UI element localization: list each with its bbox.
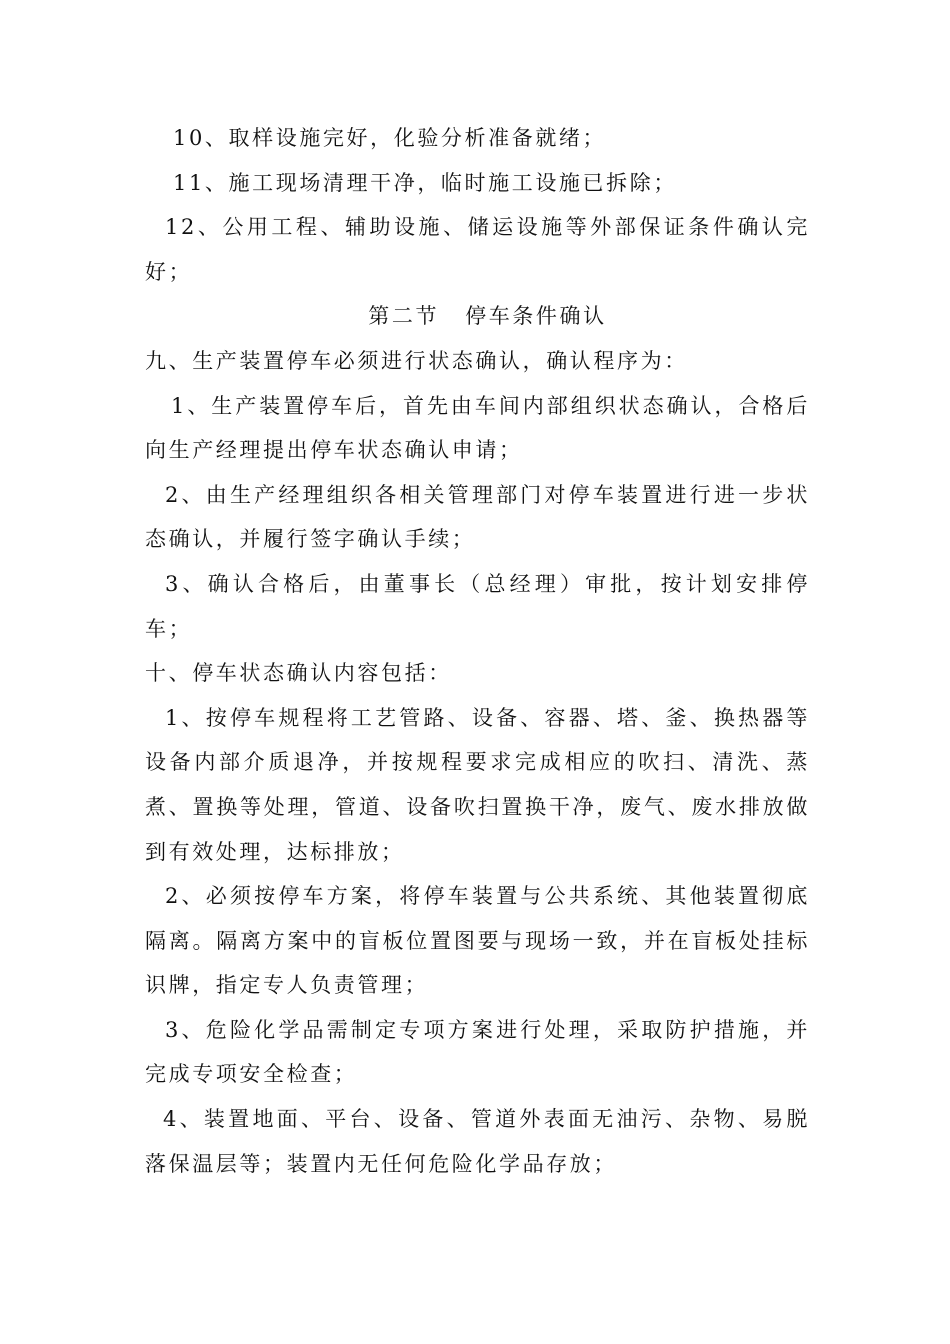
- paragraph: 九、生产装置停车必须进行状态确认，确认程序为：: [145, 348, 688, 373]
- section-number: 第二节: [368, 304, 440, 329]
- paragraph: 1、生产装置停车后，首先由车间内部组织状态确认，合格后向生产经理提出停车状态确认申请；: [145, 393, 810, 463]
- section-heading: [145, 294, 810, 339]
- paragraph: 3、确认合格后，由董事长（总经理）审批，按计划安排停车；: [145, 571, 810, 641]
- paragraph: 11、施工现场清理干净，临时施工设施已拆除；: [173, 170, 677, 195]
- paragraph: 3、危险化学品需制定专项方案进行处理，采取防护措施，并完成专项安全检查；: [145, 1017, 810, 1087]
- section-title: 停车条件确认: [465, 304, 607, 329]
- paragraph: 2、必须按停车方案，将停车装置与公共系统、其他装置彻底隔离。隔离方案中的盲板位置图要与现场一致，并在盲板处挂标识牌，指定专人负责管理；: [145, 884, 810, 998]
- paragraph: 十、停车状态确认内容包括：: [145, 661, 452, 686]
- paragraph-group-before: [145, 116, 810, 294]
- paragraph: 4、装置地面、平台、设备、管道外表面无油污、杂物、易脱落保温层等；装置内无任何危险化学品存放；: [145, 1107, 810, 1176]
- paragraph: 1、按停车规程将工艺管路、设备、容器、塔、釜、换热器等设备内部介质退净，并按规程要求完成相应的吹扫、清洗、蒸煮、置换等处理，管道、设备吹扫置换干净，废气、废水排放做到有效处理，达标排放；: [145, 705, 810, 864]
- paragraph: 2、由生产经理组织各相关管理部门对停车装置进行进一步状态确认，并履行签字确认手续；: [145, 482, 810, 552]
- paragraph: 10、取样设施完好，化验分析准备就绪；: [173, 126, 607, 150]
- paragraph-group-after: [145, 339, 810, 1186]
- document-body: [145, 116, 810, 1186]
- paragraph: 12、公用工程、辅助设施、储运设施等外部保证条件确认完好；: [145, 215, 810, 284]
